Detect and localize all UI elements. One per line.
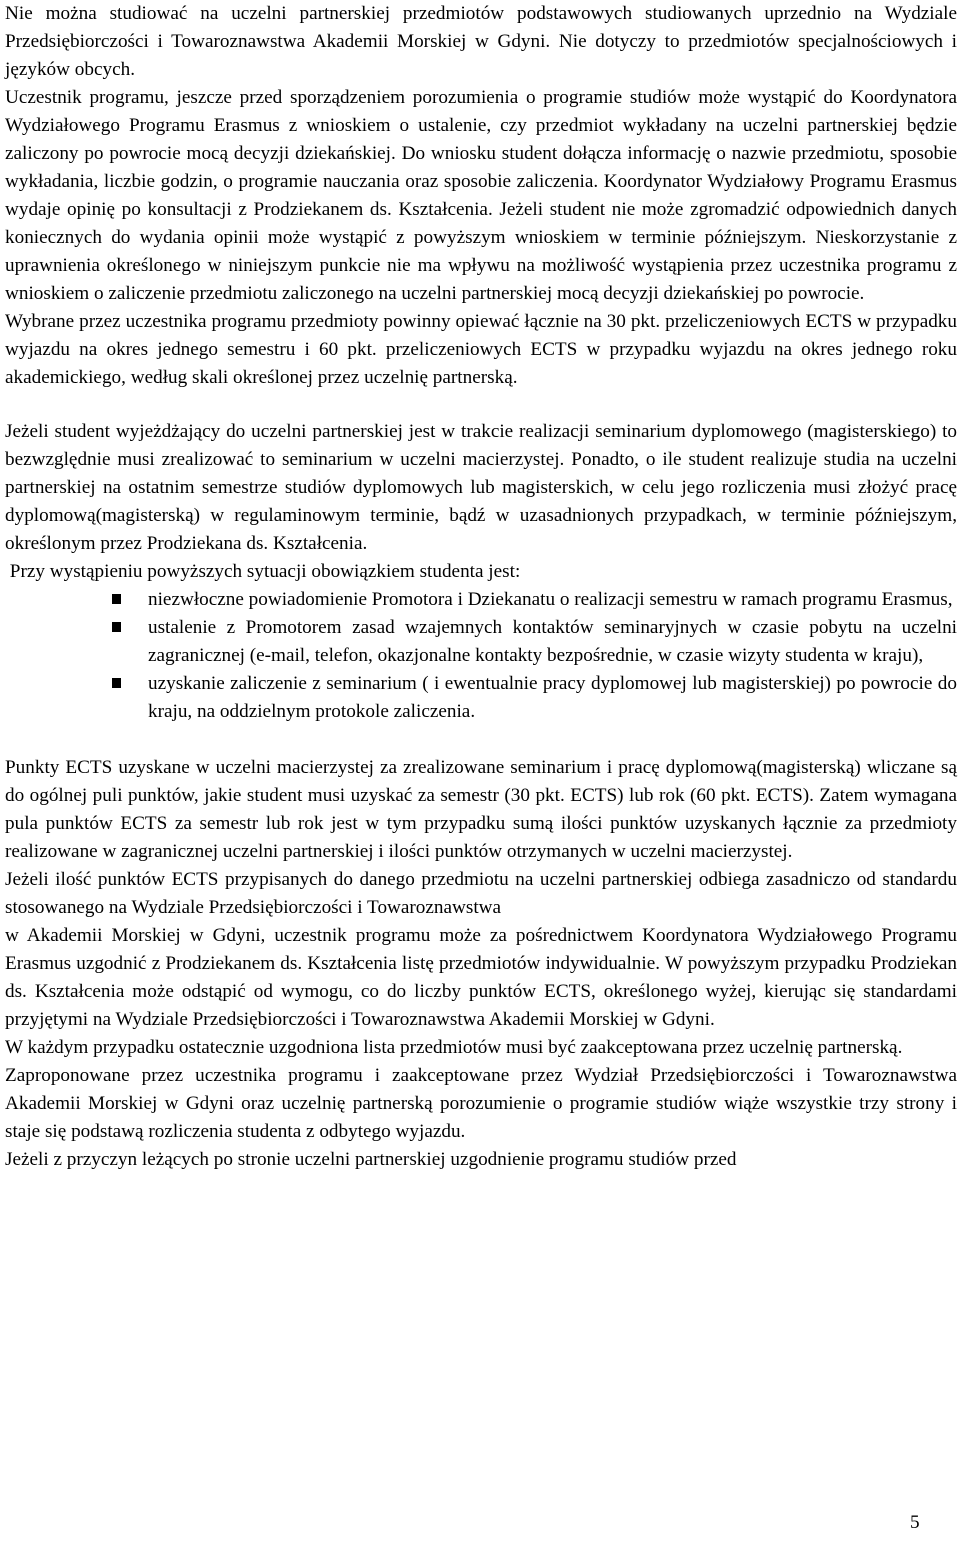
square-bullet-icon [112, 622, 121, 632]
spacer [5, 392, 957, 418]
list-item [5, 614, 957, 670]
paragraph-list-acceptance: W każdym przypadku ostatecznie uzgodniona lista przedmiotów musi być zaakceptowana przez uczelnię partnerską. [5, 1037, 903, 1058]
list-item-text: ustalenie z Promotorem zasad wzajemnych kontaktów seminaryjnych w czasie pobytu na uczelni zagranicznej (e-mail, telefon, okazjonalne kontakty bezpośrednie, w czasie wizyty studenta w kraju), [148, 617, 957, 666]
paragraph-diploma-seminar: Jeżeli student wyjeżdżający do uczelni partnerskiej jest w trakcie realizacji seminarium dyplomowego (magisterskiego) to bezwzględnie musi zrealizować to seminarium w uczelni macierzystej. Ponadto, o ile student realizuje studia na uczelni partnerskiej na ostatnim semestrze studiów dyplomowych lub magisterskich, w celu jego rozliczenia musi złożyć pracę dyplomową(magisterską) w regulaminowym terminie, bądź w uzasadnionych przypadkach, w terminie późniejszym, określonym przez Prodziekana ds. Kształcenia. [5, 421, 957, 554]
list-item-text: uzyskanie zaliczenie z seminarium ( i ewentualnie pracy dyplomowej lub magisterskiej) po powrocie do kraju, na oddzielnym protokole zaliczenia. [148, 673, 957, 722]
paragraph-ects-deviation-a: Jeżeli ilość punktów ECTS przypisanych do danego przedmiotu na uczelni partnerskiej odbiega zasadniczo od standardu stosowanego na Wydziale Przedsiębiorczości i Towaroznawstwa [5, 869, 957, 918]
paragraph-foundation-subjects: Nie można studiować na uczelni partnerskiej przedmiotów podstawowych studiowanych uprzednio na Wydziale Przedsiębiorczości i Towaroznawstwa Akademii Morskiej w Gdyni. Nie dotyczy to przedmiotów specjalnościowych i języków obcych. [5, 3, 957, 80]
paragraph-partner-reasons: Jeżeli z przyczyn leżących po stronie uczelni partnerskiej uzgodnienie programu studiów przed [5, 1149, 737, 1170]
paragraph-agreement-binding: Zaproponowane przez uczestnika programu i zaakceptowane przez Wydział Przedsiębiorczości i Towaroznawstwa Akademii Morskiej w Gdyni oraz uczelnię partnerską porozumienie o programie studiów wiąże wszystkie trzy strony i staje się podstawą rozliczenia studenta z odbytego wyjazdu. [5, 1065, 957, 1142]
paragraph-coordinator-request: Uczestnik programu, jeszcze przed sporządzeniem porozumienia o programie studiów może wystąpić do Koordynatora Wydziałowego Programu Erasmus z wnioskiem o ustalenie, czy przedmiot wykładany na uczelni partnerskiej będzie zaliczony po powrocie mocą decyzji dziekańskiej. Do wniosku student dołącza informację o nazwie przedmiotu, sposobie wykładania, liczbie godzin, o programie nauczania oraz sposobie zaliczenia. Koordynator Wydziałowy Programu Erasmus wydaje opinię po konsultacji z Prodziekanem ds. Kształcenia. Jeżeli student nie może zgromadzić odpowiednich danych koniecznych do wydania opinii może wystąpić z powyższym wnioskiem w terminie późniejszym. Nieskorzystanie z uprawnienia określonego w niniejszym punkcie nie ma wpływu na możliwość wystąpienia przez uczestnika programu z wnioskiem o zaliczenie przedmiotu zaliczonego na uczelni partnerskiej mocą decyzji dziekańskiej po powrocie. [5, 87, 957, 304]
paragraph-ects-requirement: Wybrane przez uczestnika programu przedmioty powinny opiewać łącznie na 30 pkt. przeliczeniowych ECTS w przypadku wyjazdu na okres jednego semestru i 60 pkt. przeliczeniowych ECTS w przypadku wyjazdu na okres jednego roku akademickiego, według skali określonej przez uczelnię partnerską. [5, 311, 957, 388]
obligations-list [5, 586, 957, 726]
document-page [5, 0, 957, 1174]
page-number: 5 [910, 1512, 920, 1533]
paragraph-obligations-intro: Przy wystąpieniu powyższych sytuacji obowiązkiem studenta jest: [5, 561, 521, 582]
list-item [5, 670, 957, 726]
list-item-text: niezwłoczne powiadomienie Promotora i Dziekanatu o realizacji semestru w ramach programu Erasmus, [148, 589, 953, 610]
spacer [5, 726, 957, 754]
paragraph-seminar-ects: Punkty ECTS uzyskane w uczelni macierzystej za zrealizowane seminarium i pracę dyplomową(magisterską) wliczane są do ogólnej puli punktów, jakie student musi uzyskać za semestr (30 pkt. ECTS) lub rok (60 pkt. ECTS). Zatem wymagana pula punktów ECTS za semestr lub rok jest w tym przypadku sumą ilości punktów uzyskanych łącznie za przedmioty realizowane w zagranicznej uczelni partnerskiej i ilości punktów otrzymanych w uczelni macierzystej. [5, 757, 957, 862]
list-item [5, 586, 957, 614]
paragraph-ects-deviation-b: w Akademii Morskiej w Gdyni, uczestnik programu może za pośrednictwem Koordynatora Wydziałowego Programu Erasmus uzgodnić z Prodziekanem ds. Kształcenia listę przedmiotów indywidualnie. W powyższym przypadku Prodziekan ds. Kształcenia może odstąpić od wymogu, co do liczby punktów ECTS, określonego wyżej, kierując się standardami przyjętymi na Wydziale Przedsiębiorczości i Towaroznawstwa Akademii Morskiej w Gdyni. [5, 925, 957, 1030]
square-bullet-icon [112, 678, 121, 688]
square-bullet-icon [112, 594, 121, 604]
